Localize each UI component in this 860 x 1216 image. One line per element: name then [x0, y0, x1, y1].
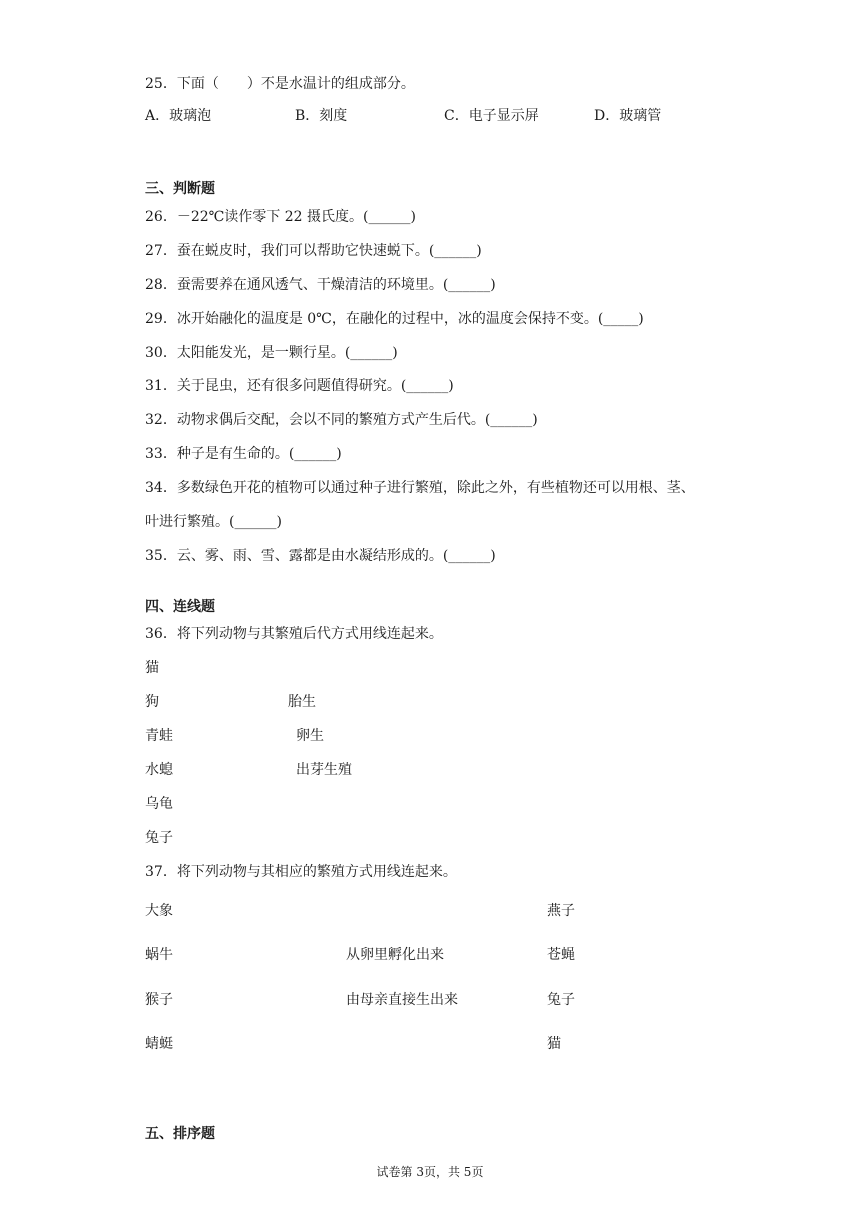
q34-line1: 34．多数绿色开花的植物可以通过种子进行繁殖，除此之外，有些植物还可以用根、茎、: [145, 480, 695, 496]
page-footer: 试卷第 3页，共 5页: [376, 1165, 484, 1179]
q36-animal-dog: 狗: [145, 694, 159, 710]
q36-animal-rabbit: 兔子: [145, 830, 173, 846]
q36-animal-hydra: 水螅: [145, 762, 173, 778]
section4-title: 四、连线题: [145, 599, 215, 615]
q37-right-rabbit: 兔子: [547, 992, 575, 1008]
q37-middle-born: 由母亲直接生出来: [346, 992, 458, 1008]
q27: 27．蚕在蜕皮时，我们可以帮助它快速蜕下。(______): [145, 243, 482, 259]
q25-option-b: B．刻度: [295, 108, 348, 124]
q37-left-monkey: 猴子: [145, 992, 173, 1008]
q25-stem: 25．下面（ ）不是水温计的组成部分。: [145, 76, 415, 92]
q37-right-cat: 猫: [547, 1036, 561, 1052]
q36-stem: 36．将下列动物与其繁殖后代方式用线连起来。: [145, 626, 443, 642]
q36-animal-turtle: 乌龟: [145, 796, 173, 812]
q30: 30．太阳能发光，是一颗行星。(______): [145, 345, 398, 361]
section5-title: 五、排序题: [145, 1126, 215, 1142]
q29: 29．冰开始融化的温度是 0℃，在融化的过程中，冰的温度会保持不变。(_____): [145, 311, 644, 327]
q35: 35．云、雾、雨、雪、露都是由水凝结形成的。(______): [145, 548, 496, 564]
q32: 32．动物求偶后交配，会以不同的繁殖方式产生后代。(______): [145, 412, 538, 428]
q37-right-fly: 苍蝇: [547, 947, 575, 963]
q37-right-swallow: 燕子: [547, 903, 575, 919]
q36-animal-frog: 青蛙: [145, 728, 173, 744]
q28: 28．蚕需要养在通风透气、干燥清洁的环境里。(______): [145, 277, 496, 293]
q37-left-snail: 蜗牛: [145, 947, 173, 963]
q31: 31．关于昆虫，还有很多问题值得研究。(______): [145, 378, 454, 394]
q36-method-viviparous: 胎生: [288, 694, 316, 710]
q37-left-dragonfly: 蜻蜓: [145, 1036, 173, 1052]
q33: 33．种子是有生命的。(______): [145, 446, 342, 462]
q37-stem: 37．将下列动物与其相应的繁殖方式用线连起来。: [145, 864, 457, 880]
section3-title: 三、判断题: [145, 181, 215, 197]
q25-option-d: D．玻璃管: [594, 108, 662, 124]
q36-animal-cat: 猫: [145, 660, 159, 676]
q26: 26．－22℃读作零下 22 摄氏度。(______): [145, 209, 416, 225]
q37-left-elephant: 大象: [145, 903, 173, 919]
q34-line2: 叶进行繁殖。(______): [145, 514, 282, 530]
q25-option-c: C．电子显示屏: [444, 108, 539, 124]
q37-middle-hatch: 从卵里孵化出来: [346, 947, 444, 963]
q25-option-a: A．玻璃泡: [145, 108, 212, 124]
q36-method-oviparous: 卵生: [296, 728, 324, 744]
q36-method-budding: 出芽生殖: [296, 762, 352, 778]
